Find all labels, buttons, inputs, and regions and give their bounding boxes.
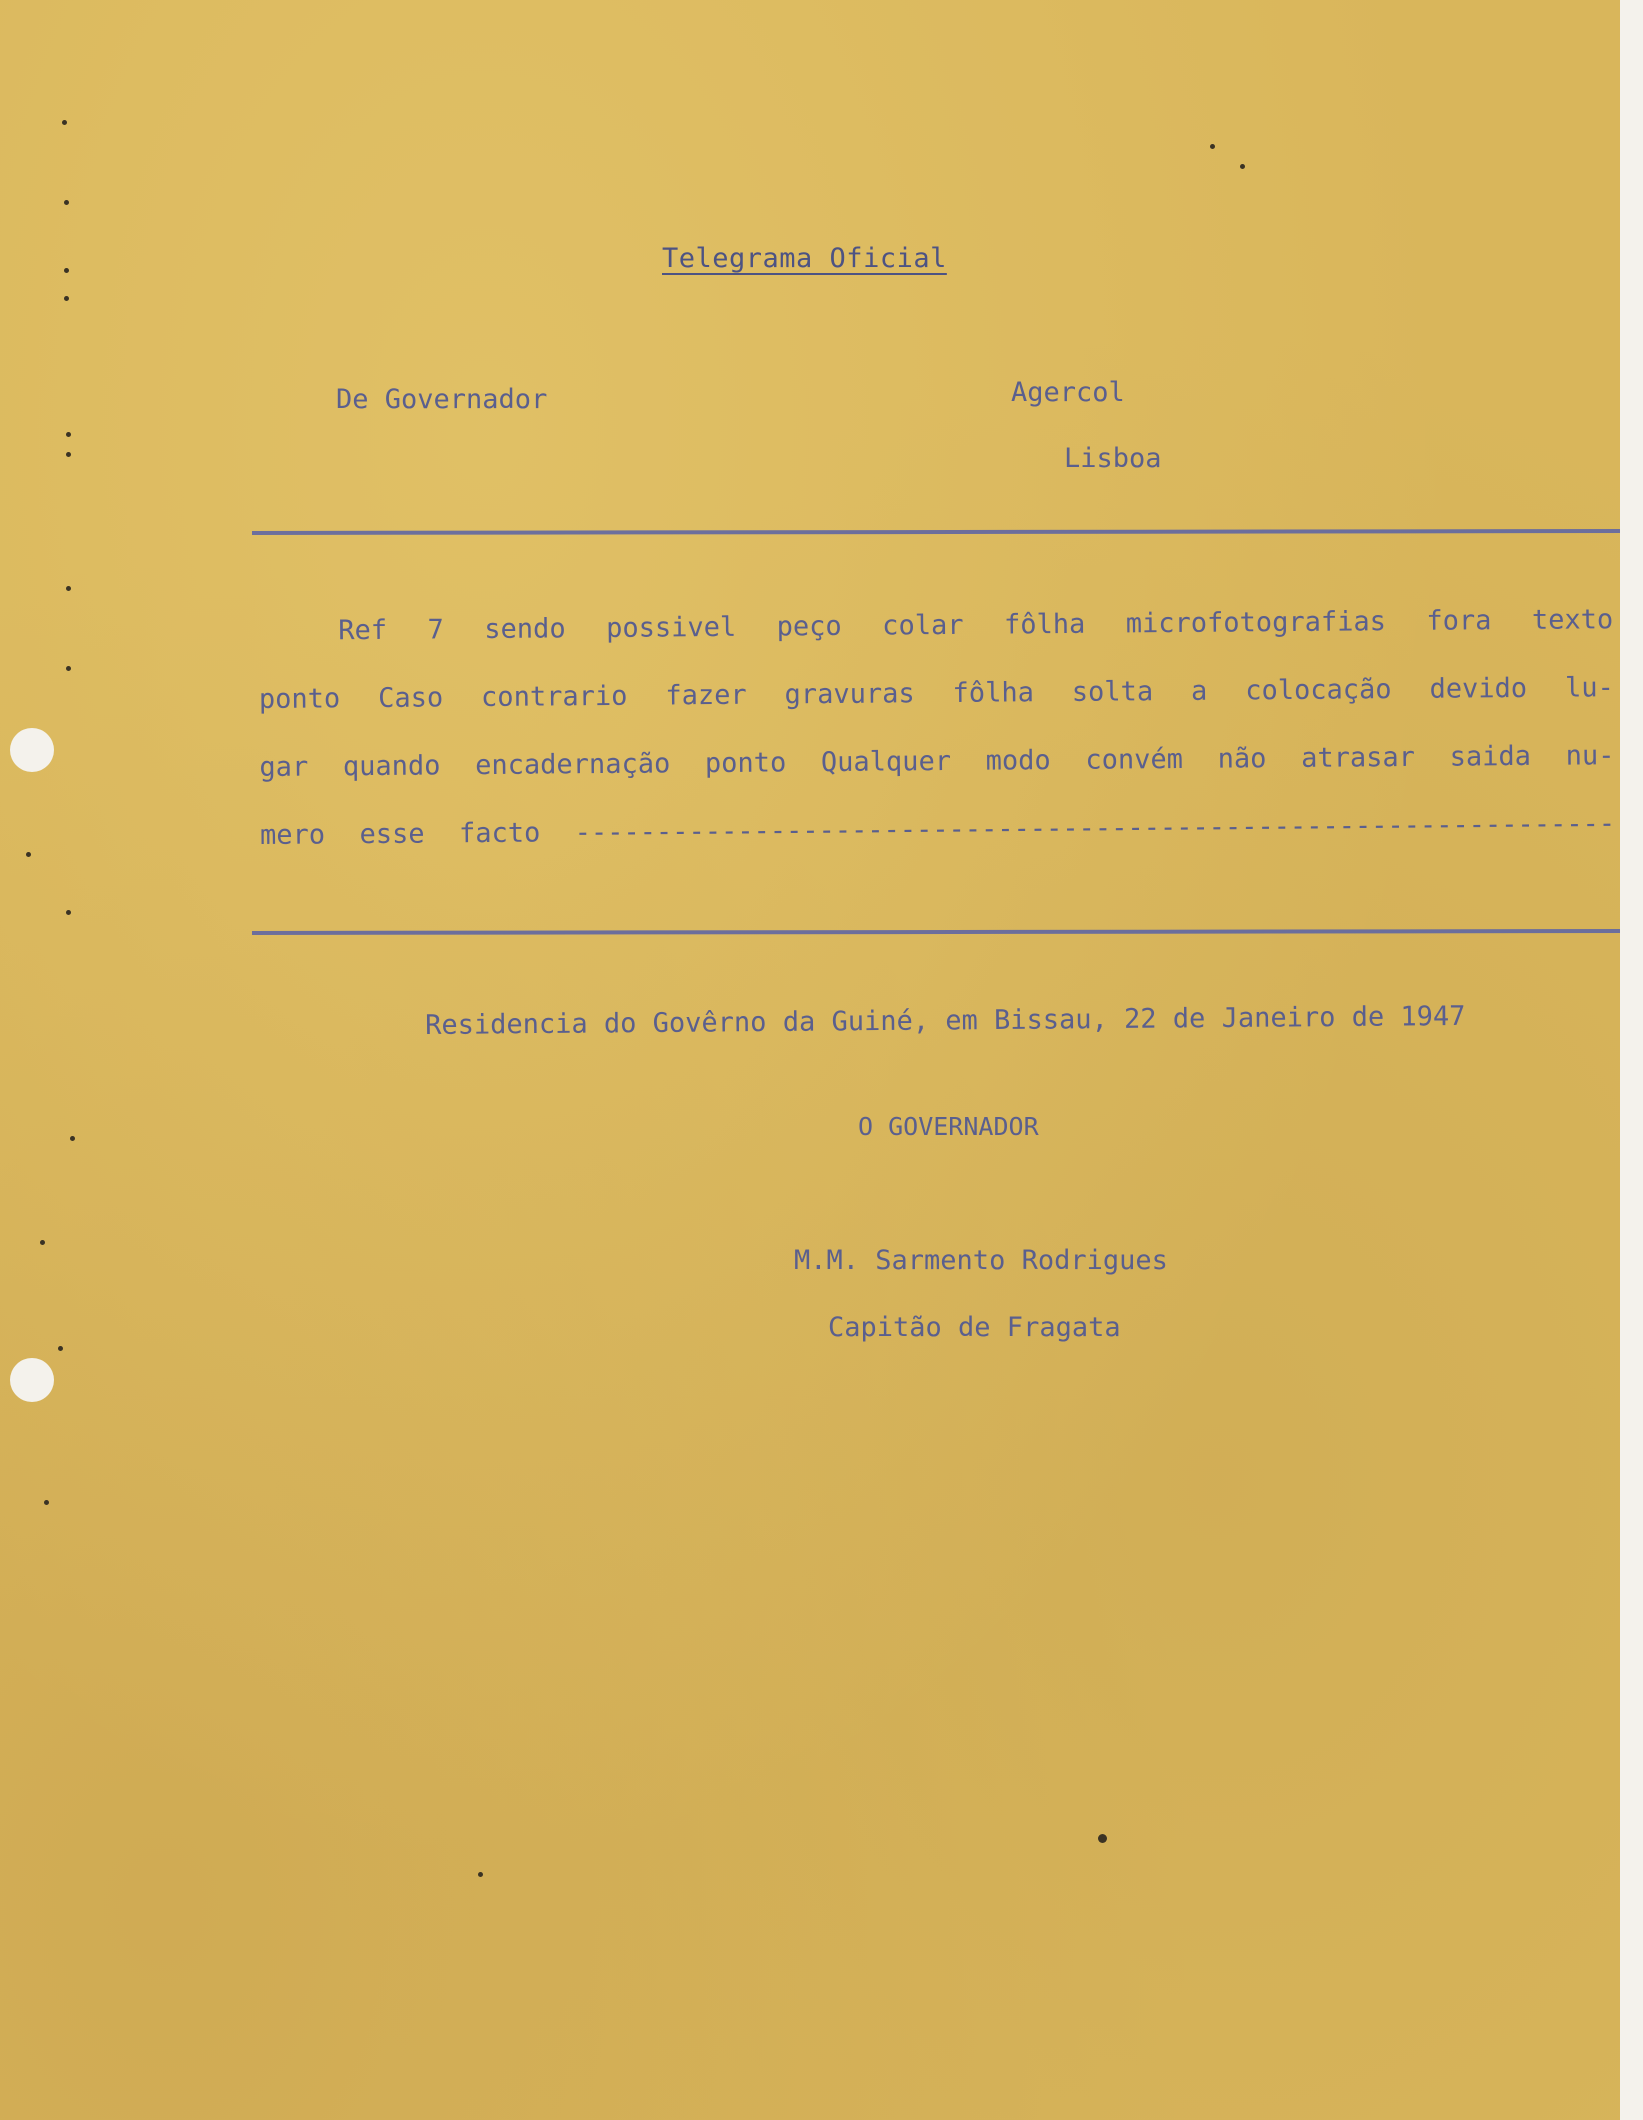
body-line: gar quando encadernação ponto Qualquer modo convém não atrasar saida nu- (259, 740, 1615, 783)
recipient-name: Agercol (1011, 377, 1125, 408)
body-line: ponto Caso contrario fazer gravuras fôlha solta a colocação devido lu- (258, 672, 1614, 715)
margin-speck (64, 268, 69, 273)
margin-speck (66, 452, 71, 457)
margin-speck (64, 200, 69, 205)
margin-speck (66, 666, 71, 671)
telegram-body (258, 586, 1615, 870)
body-line: Ref 7 sendo possivel peço colar fôlha microfotografias fora texto (338, 604, 1614, 647)
signoff-title: O GOVERNADOR (858, 1112, 1039, 1141)
paper-speck (1240, 164, 1245, 169)
margin-speck (40, 1240, 45, 1245)
margin-speck (66, 910, 71, 915)
punch-hole-top (10, 728, 54, 772)
margin-speck (70, 1136, 75, 1141)
bottom-divider (252, 929, 1624, 935)
margin-speck (66, 586, 71, 591)
signer-name: M.M. Sarmento Rodrigues (794, 1245, 1168, 1276)
margin-speck (62, 120, 67, 125)
margin-speck (44, 1500, 49, 1505)
sender-label: De Governador (336, 384, 548, 415)
margin-speck (58, 1346, 63, 1351)
punch-hole-bottom (10, 1358, 54, 1402)
top-divider (252, 529, 1624, 535)
paper-speck (1098, 1834, 1107, 1843)
paper-speck (478, 1872, 483, 1877)
signer-rank: Capitão de Fragata (828, 1312, 1121, 1343)
recipient-city: Lisboa (1064, 443, 1162, 474)
document-title: Telegrama Oficial (662, 243, 947, 274)
margin-speck (64, 296, 69, 301)
margin-speck (66, 432, 71, 437)
place-and-date: Residencia do Govêrno da Guiné, em Bissau, 22 de Janeiro de 1947 (425, 1000, 1466, 1041)
paper-speck (1210, 144, 1215, 149)
margin-speck (26, 852, 31, 857)
body-line: mero esse facto ---------------------------------------------------------------- (259, 808, 1616, 851)
scan-border (1620, 0, 1643, 2120)
